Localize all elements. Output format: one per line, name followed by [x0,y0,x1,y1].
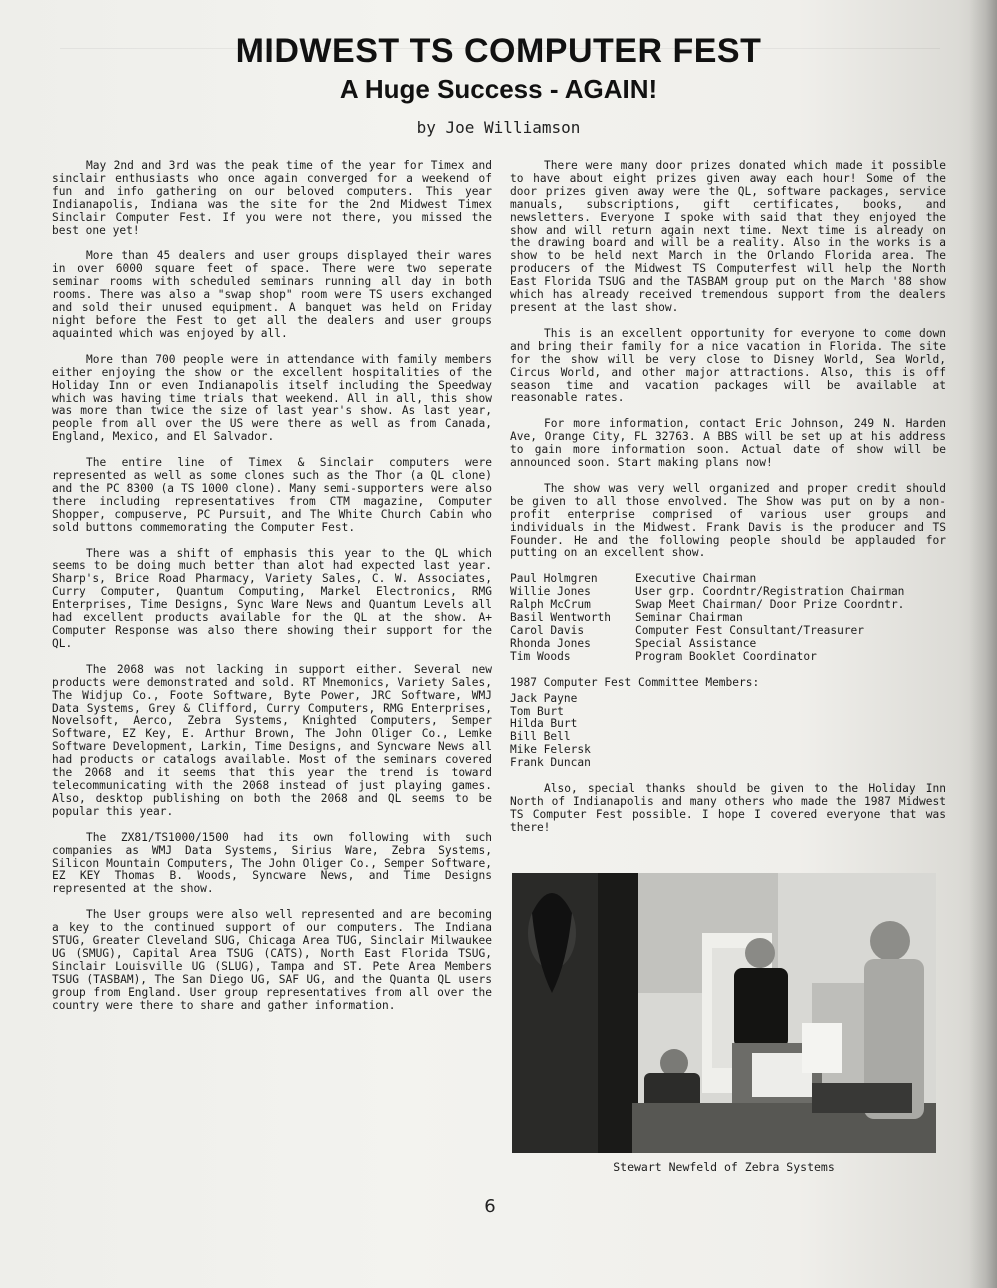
committee-role: Seminar Chairman [635,611,743,625]
paragraph: There were many door prizes donated which made it possible to have about eight prizes given away each hour! Some of the door prizes given away were the QL, software packages, service manuals, subscriptions, gift certificates, books, and newsletters. Everyone I spoke with said that they enjoyed the show and will return again next time. Next time is already on the drawing board and will be a reality. Also in the works is a show to be held next March in the Orlando Florida area. The producers of the Midwest TS Computerfest will help the North East Florida TSUG and the TASBAM group put on the March '88 show which has already received tremendous support from the dealers present at the last show. [510,159,946,314]
committee-list [510,573,946,663]
committee-name: Carol Davis [510,624,585,637]
paragraph: The show was very well organized and proper credit should be given to all those envolved. The Show was put on by a non-profit enterprise comprised of various user groups and individuals in the Midwest. Frank Davis is the producer and TS Founder. He and the following people should be applauded for putting on an excellent show. [510,481,946,560]
left-column [52,160,492,1025]
committee-name: Ralph McCrum [510,598,591,612]
committee-name: Paul Holmgren [510,572,598,586]
paragraph: There was a shift of emphasis this year to the QL which seems to be doing much better than alot had expected last year. Sharp's, Brice Road Pharmacy, Variety Sales, C. W. Associates, Curry Computer, Quantum Computing, Markel Electronics, RMG Enterprises, Time Designs, Sync Ware News and Quantum Levels all had excellent products available for the QL at the show. A+ Computer Response was also there showing their support for the QL. [52,546,492,650]
members-list [510,693,946,770]
byline: by Joe Williamson [416,118,581,137]
member-name: Hilda Burt [510,717,578,731]
member-name: Mike Felersk [510,743,591,757]
committee-role: Swap Meet Chairman/ Door Prize Coordntr. [635,598,905,612]
photo-illustration [512,873,936,1153]
committee-row [510,651,946,664]
paragraph: The 2068 was not lacking in support either. Several new products were demonstrated and sold. RT Mnemonics, Variety Sales, The Widjup Co., Foote Software, Byte Power, JRC Software, WMJ Data Systems, Grey & Clifford, Curry Computers, RMG Enterprises, Novelsoft, Aerco, Zebra Systems, Knighted Computers, Semper Software, EZ Key, E. Arthur Brown, The John Oliger Co., Lemke Software Development, Larkin, Time Designs, and Syncware News all had products or catalogs available. Most of the seminars covered the 2068 and it seems that this year the trend is toward telecommunicating with the 2068 instead of just playing games. Also, desktop publishing on both the 2068 and QL seems to be popular this year. [52,662,492,818]
closing-paragraph: Also, special thanks should be given to the Holiday Inn North of Indianapolis and many others who made the 1987 Midwest TS Computer Fest possible. I hope I covered everyone that was there! [510,782,946,834]
member-name: Bill Bell [510,730,571,744]
committee-name: Tim Woods [510,649,571,663]
paragraph: More than 700 people were in attendance with family members either enjoying the show or the excellent hospitalities of the Holiday Inn or even Indianapolis itself including the Speedway which was having time trials that weekend. All in all, this show was more than twice the size of last year's show. As last year, people from all over the US were there as well as from Canada, England, Mexico, and El Salvador. [52,352,492,444]
paragraph: The entire line of Timex & Sinclair computers were represented as well as some clones such as the Thor (a QL clone) and the PC 8300 (a TS 1000 clone). Many semi-supporters were also there including representatives from CTM magazine, Computer Shopper, compuserve, PC Pursuit, and The White Church Cabin who sold buttons commemorating the Computer Fest. [52,456,492,534]
members-heading: 1987 Computer Fest Committee Members: [510,675,760,689]
right-column [510,160,946,848]
member-name: Frank Duncan [510,756,591,770]
event-photo [512,873,936,1153]
page-edge-shadow [969,0,997,1288]
member-name: Jack Payne [510,691,578,705]
paragraph: May 2nd and 3rd was the peak time of the year for Timex and sinclair enthusiasts who once again converged for a weekend of fun and info gathering on our beloved computers. This year Indianapolis, Indiana was the site for the 2nd Midwest Timex Sinclair Computer Fest. If you were not there, you missed the best one yet! [52,159,492,237]
committee-name: Willie Jones [510,585,591,599]
committee-row [510,638,946,651]
paragraph: This is an excellent opportunity for everyone to come down and bring their family for a nice vacation in Florida. The site for the show will be very close to Disney World, Sea World, Circus World, and other major attractions. Also, this is off season time and vacation packages will be available at reasonable rates. [510,326,946,405]
committee-role: User grp. Coordntr/Registration Chairman [635,585,905,599]
paragraph: The User groups were also well represented and are becoming a key to the continued support of our computers. The Indiana STUG, Greater Cleveland SUG, Chicaga Area TUG, Sinclair Milwaukee UG (SMUG), Capital Area TSUG (CATS), North East Florida TSUG, Sinclair Louisville UG (SLUG), Tampa and ST. Pete Area Members TSUG (TASBAM), The San Diego UG, SAF UG, and the Quanta QL users group from England. User group representatives from all over the country were there to share and gather information. [52,908,492,1012]
committee-name: Basil Wentworth [510,611,612,625]
page-number: 6 [484,1196,496,1217]
article-title: MIDWEST TS COMPUTER FEST [235,32,762,70]
photo-caption: Stewart Newfeld of Zebra Systems [613,1160,835,1174]
committee-role: Computer Fest Consultant/Treasurer [635,624,865,637]
member-name: Tom Burt [510,704,564,718]
committee-role: Program Booklet Coordinator [635,649,817,663]
paragraph: More than 45 dealers and user groups displayed their wares in over 6000 square feet of space. There were two seperate seminar rooms with scheduled seminars running all day in both rooms. There was also a "swap shop" room were TS users exchanged and sold their unused equipment. A banquet was held on Friday night before the Fest to get all the dealers and user groups aquainted which was enjoyed by all. [52,249,492,340]
committee-row [510,625,946,638]
committee-role: Special Assistance [635,636,757,650]
committee-name: Rhonda Jones [510,636,591,650]
article-subtitle: A Huge Success - AGAIN! [339,74,658,104]
paragraph: The ZX81/TS1000/1500 had its own following with such companies as WMJ Data Systems, Sirius Ware, Zebra Systems, Silicon Mountain Computers, The John Oliger Co., Semper Software, EZ KEY Thomas B. Woods, Syncware News, and Time Designs represented at the show. [52,830,492,896]
paragraph: For more information, contact Eric Johnson, 249 N. Harden Ave, Orange City, FL 32763. A BBS will be set up at his address to gain more information soon. Actual date of show will be announced soon. Start making plans now! [510,417,946,470]
committee-role: Executive Chairman [635,572,757,586]
